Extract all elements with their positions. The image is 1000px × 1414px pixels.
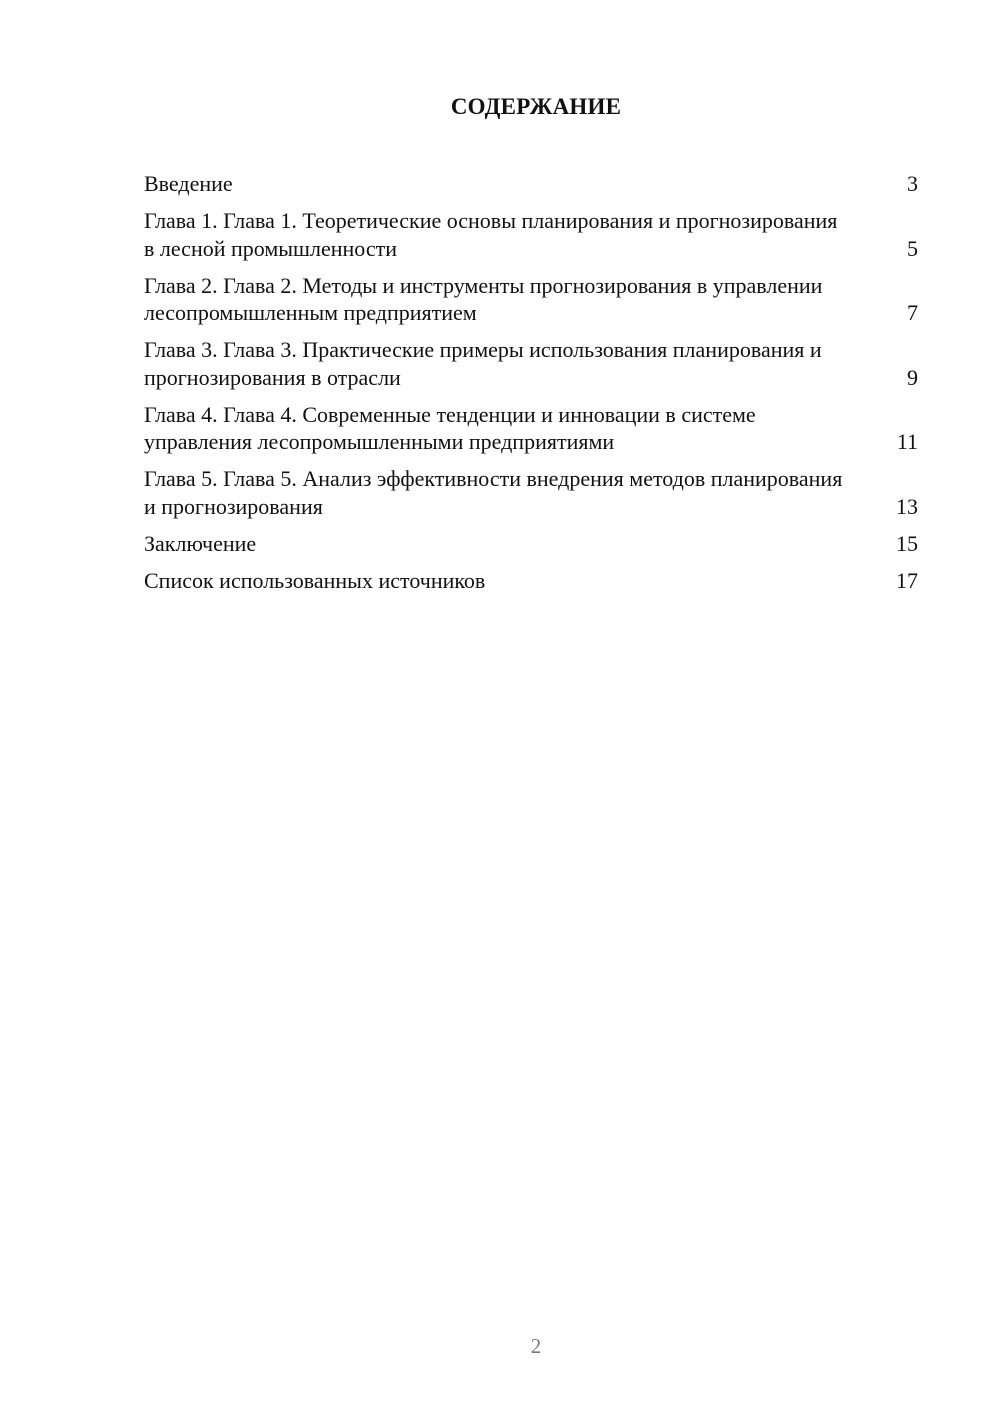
toc-entry-page: 17 [896, 567, 918, 593]
toc-entry-title: Глава 1. Глава 1. Теоретические основы планирования и прогнозирования в лесной промышленности [144, 208, 838, 261]
toc-entry-page: 9 [907, 364, 918, 390]
toc-entry-chapter-4 [144, 401, 918, 456]
toc-entry-page: 7 [907, 300, 918, 325]
toc-entry-title: Глава 5. Глава 5. Анализ эффективности внедрения методов планирования и прогнозирования [144, 466, 843, 519]
toc-entry-chapter-5 [144, 465, 918, 520]
toc-heading: СОДЕРЖАНИЕ [450, 94, 622, 119]
toc-entry-page: 11 [896, 429, 918, 454]
toc-entry-page: 5 [907, 235, 918, 261]
toc-entry-title: Введение [144, 171, 233, 196]
toc-entry-page: 13 [896, 493, 918, 519]
toc-entry-title: Глава 3. Глава 3. Практические примеры использования планирования и прогнозирования в отрасли [144, 337, 822, 390]
table-of-contents [144, 170, 918, 604]
page-number: 2 [530, 1334, 542, 1358]
toc-entry-conclusion [144, 530, 918, 558]
toc-entry-references [144, 567, 918, 595]
toc-entry-chapter-1 [144, 207, 918, 262]
toc-entry-title: Глава 2. Глава 2. Методы и инструменты прогнозирования в управлении лесопромышленным предприятием [144, 272, 823, 325]
toc-entry-title: Список использованных источников [144, 567, 486, 593]
toc-entry-introduction [144, 170, 918, 198]
toc-entry-title: Глава 4. Глава 4. Современные тенденции и инновации в системе управления лесопромышленными предприятиями [144, 401, 756, 454]
toc-entry-page: 3 [907, 171, 918, 196]
toc-entry-page: 15 [896, 530, 918, 556]
toc-entry-title: Заключение [144, 530, 257, 556]
toc-entry-chapter-3 [144, 336, 918, 391]
toc-entry-chapter-2 [144, 272, 918, 327]
